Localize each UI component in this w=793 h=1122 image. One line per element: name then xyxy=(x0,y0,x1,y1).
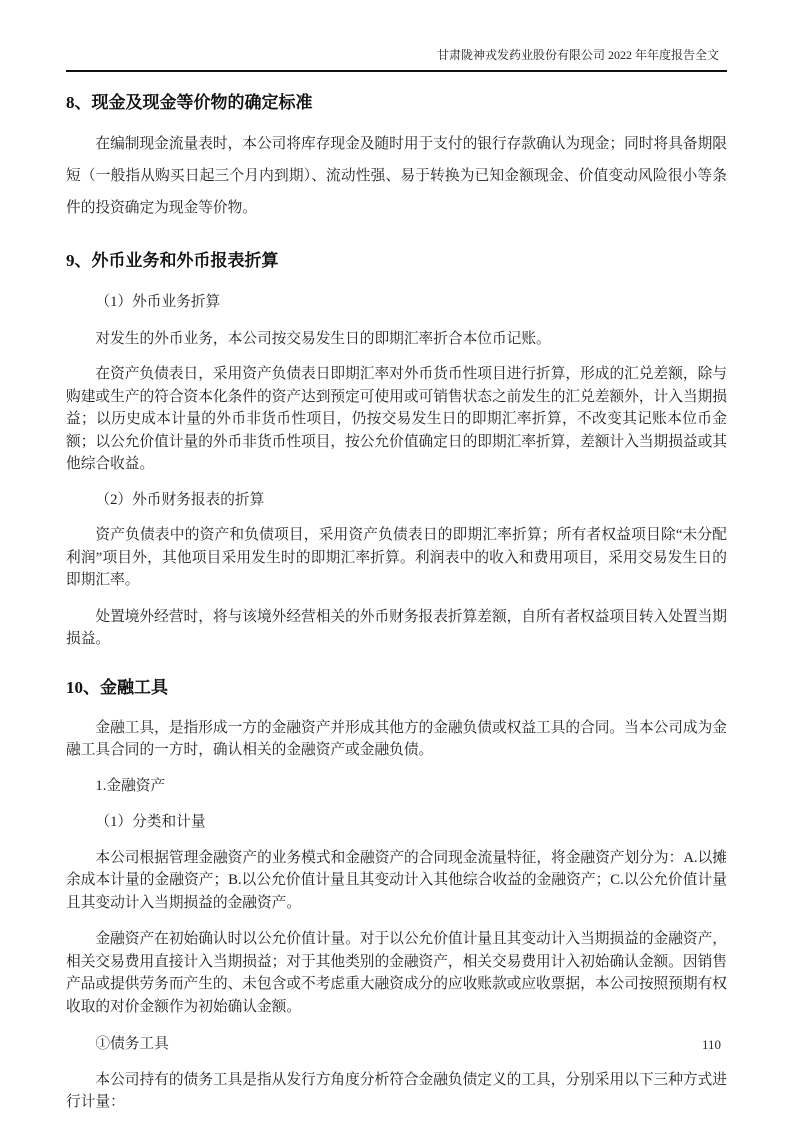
subheading-debt-instruments: ①债务工具 xyxy=(95,1036,169,1053)
section-heading-8-cash-equivalents: 8、现金及现金等价物的确定标准 xyxy=(66,92,313,112)
page-number: 110 xyxy=(701,1037,721,1052)
subheading-financial-assets: 1.金融资产 xyxy=(95,777,166,794)
subheading-foreign-currency-translation: （1）外币业务折算 xyxy=(95,293,221,310)
paragraph-disposal-foreign-operation: 处置境外经营时，将与该境外经营相关的外币财务报表折算差额，自所有者权益项目转入处置当期损益。 xyxy=(66,608,727,648)
report-header-title: 甘肃陇神戎发药业股份有限公司 2022 年年度报告全文 xyxy=(436,48,719,62)
paragraph-statement-translation-method: 资产负债表中的资产和负债项目，采用资产负债表日的即期汇率折算；所有者权益项目除“未分配利润”项目外，其他项目采用发生时的即期汇率折算。利润表中的收入和费用项目，采用交易发生日的即期汇率。 xyxy=(66,527,727,589)
header-divider xyxy=(66,70,727,72)
paragraph-cash-equivalents: 在编制现金流量表时，本公司将库存现金及随时用于支付的银行存款确认为现金；同时将具备期限短（一般指从购买日起三个月内到期）、流动性强、易于转换为已知金额现金、价值变动风险很小等条件的投资确定为现金等价物。 xyxy=(66,135,727,216)
paragraph-asset-classification: 本公司根据管理金融资产的业务模式和金融资产的合同现金流量特征，将金融资产划分为：A.以摊余成本计量的金融资产；B.以公允价值计量且其变动计入其他综合收益的金融资产；C.以公允价值计量且其变动计入当期损益的金融资产。 xyxy=(66,849,727,911)
paragraph-balance-sheet-date-translation: 在资产负债表日，采用资产负债表日即期汇率对外币货币性项目进行折算，形成的汇兑差额，除与购建或生产的符合资本化条件的资产达到预定可使用或可销售状态之前发生的汇兑差额外，计入当期损益；以历史成本计量的外币非货币性项目，仍按交易发生日的即期汇率折算，不改变其记账本位币金额；以公允价值计量的外币非货币性项目，按公允价值确定日的即期汇率折算，差额计入当期损益或其他综合收益。 xyxy=(66,366,727,473)
paragraph-fx-business: 对发生的外币业务，本公司按交易发生日的即期汇率折合本位币记账。 xyxy=(95,330,551,347)
paragraph-initial-recognition: 金融资产在初始确认时以公允价值计量。对于以公允价值计量且其变动计入当期损益的金融资产，相关交易费用直接计入当期损益；对于其他类别的金融资产，相关交易费用计入初始确认金额。因销售产品或提供劳务而产生的、未包含或不考虑重大融资成分的应收账款或应收票据，本公司按照预期有权收取的对价金额作为初始确认金额。 xyxy=(66,931,727,1015)
subheading-foreign-statement-translation: （2）外币财务报表的折算 xyxy=(95,491,265,508)
page-footer xyxy=(702,1037,721,1053)
section-heading-10-financial-instruments: 10、金融工具 xyxy=(66,677,168,697)
paragraph-debt-instrument-measurement: 本公司持有的债务工具是指从发行方角度分析符合金融负债定义的工具，分别采用以下三种方式进行计量： xyxy=(66,1071,727,1111)
paragraph-financial-instrument-definition: 金融工具，是指形成一方的金融资产并形成其他方的金融负债或权益工具的合同。当本公司成为金融工具合同的一方时，确认相关的金融资产或金融负债。 xyxy=(66,719,727,759)
document-content xyxy=(66,92,727,1114)
page-header xyxy=(66,48,727,64)
subheading-classification-measurement: （1）分类和计量 xyxy=(95,814,206,831)
section-heading-9-foreign-currency: 9、外币业务和外币报表折算 xyxy=(66,250,279,270)
